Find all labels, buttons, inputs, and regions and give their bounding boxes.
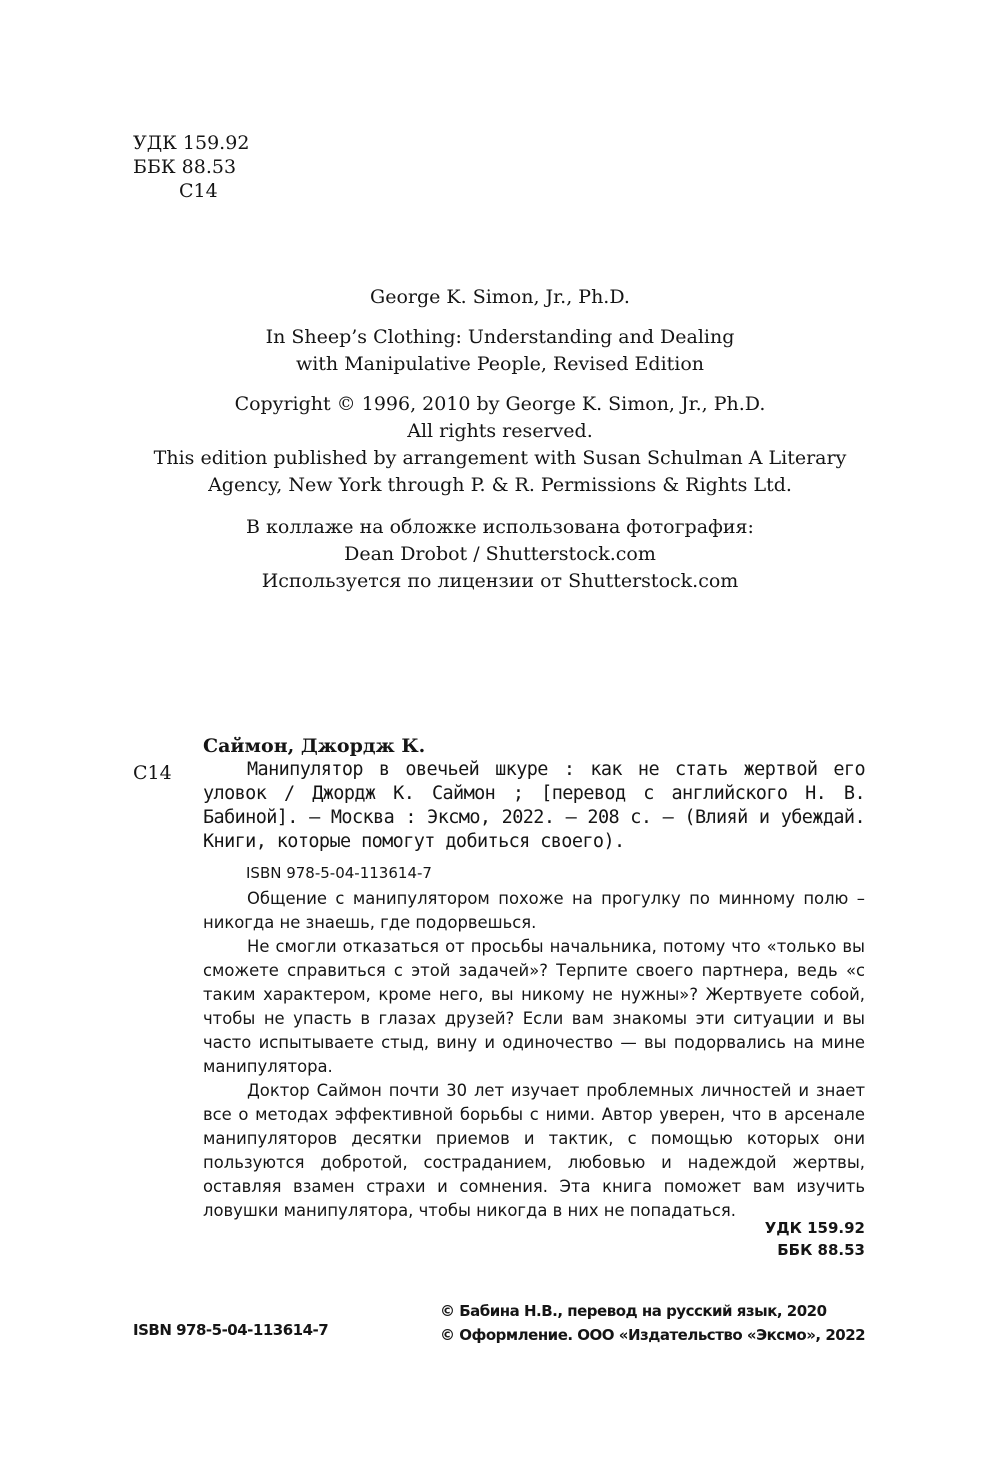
bottom-codes xyxy=(700,1217,865,1261)
udk-code: УДК 159.92 xyxy=(133,132,250,154)
catalog-index: С14 xyxy=(133,762,172,784)
bbk-code: ББК 88.53 xyxy=(133,156,237,178)
original-copyright xyxy=(100,391,900,499)
bottom-bbk: ББК 88.53 xyxy=(777,1241,865,1259)
cover-credit-line: Dean Drobot / Shutterstock.com xyxy=(344,543,656,565)
catalog-author-heading: Саймон, Джордж К. xyxy=(203,735,426,757)
copyright-line: Copyright © 1996, 2010 by George K. Simon, Jr., Ph.D. xyxy=(234,393,766,415)
original-author: George K. Simon, Jr., Ph.D. xyxy=(370,286,630,308)
footer-isbn: ISBN 978-5-04-113614-7 xyxy=(133,1321,329,1339)
copyright-line: All rights reserved. xyxy=(407,420,593,442)
copyright-line: Agency, New York through P. & R. Permissions & Rights Ltd. xyxy=(208,474,792,496)
catalog-isbn: ISBN 978-5-04-113614-7 xyxy=(246,864,432,882)
design-copyright: © Оформление. ООО «Издательство «Эксмо», 2022 xyxy=(440,1326,866,1344)
copyright-line: This edition published by arrangement with Susan Schulman A Literary xyxy=(153,447,847,469)
original-title-line: with Manipulative People, Revised Edition xyxy=(295,353,705,375)
author-mark: С14 xyxy=(179,180,218,202)
original-title xyxy=(100,324,900,378)
annotation-paragraph: Общение с манипулятором похоже на прогулку по минному полю – никогда не знаешь, где подорвешься. xyxy=(203,889,865,932)
cover-credit xyxy=(100,514,900,595)
cover-credit-line: Используется по лицензии от Shutterstock.com xyxy=(261,570,739,592)
cover-credit-line: В коллаже на обложке использована фотография: xyxy=(246,516,754,538)
classification-block xyxy=(133,131,249,203)
catalog-description: Манипулятор в овечьей шкуре : как не стать жертвой его уловок / Джордж К. Саймон ; [перевод с английского Н. В. Бабиной]. — Москва : Эксмо, 2022. — 208 с. — (Влияй и убеждай. Книги, которые помогут добиться своего). xyxy=(203,759,865,852)
annotation xyxy=(203,887,865,1223)
original-title-line: In Sheep’s Clothing: Understanding and Dealing xyxy=(265,326,735,348)
translation-copyright: © Бабина Н.В., перевод на русский язык, 2020 xyxy=(440,1302,827,1320)
annotation-paragraph: Не смогли отказаться от просьбы начальника, потому что «только вы сможете справиться с этой задачей»? Терпите своего партнера, ведь «с таким характером, кроме него, вы никому не нужны»? Жертвуете собой, чтобы не упасть в глазах друзей? Если вам знакомы эти ситуации и вы часто испытываете стыд, вину и одиночество — вы подорвались на мине манипулятора. xyxy=(203,937,865,1076)
annotation-paragraph: Доктор Саймон почти 30 лет изучает проблемных личностей и знает все о методах эффективной борьбы с ними. Автор уверен, что в арсенале манипуляторов десятки приемов и тактик, с помощью которых они пользуются добротой, состраданием, любовью и надеждой жертвы, оставляя взамен страхи и сомнения. Эта книга поможет вам изучить ловушки манипулятора, чтобы никогда в них не попадаться. xyxy=(203,1081,865,1220)
footer-copyrights xyxy=(440,1299,865,1347)
bottom-udk: УДК 159.92 xyxy=(764,1219,865,1237)
